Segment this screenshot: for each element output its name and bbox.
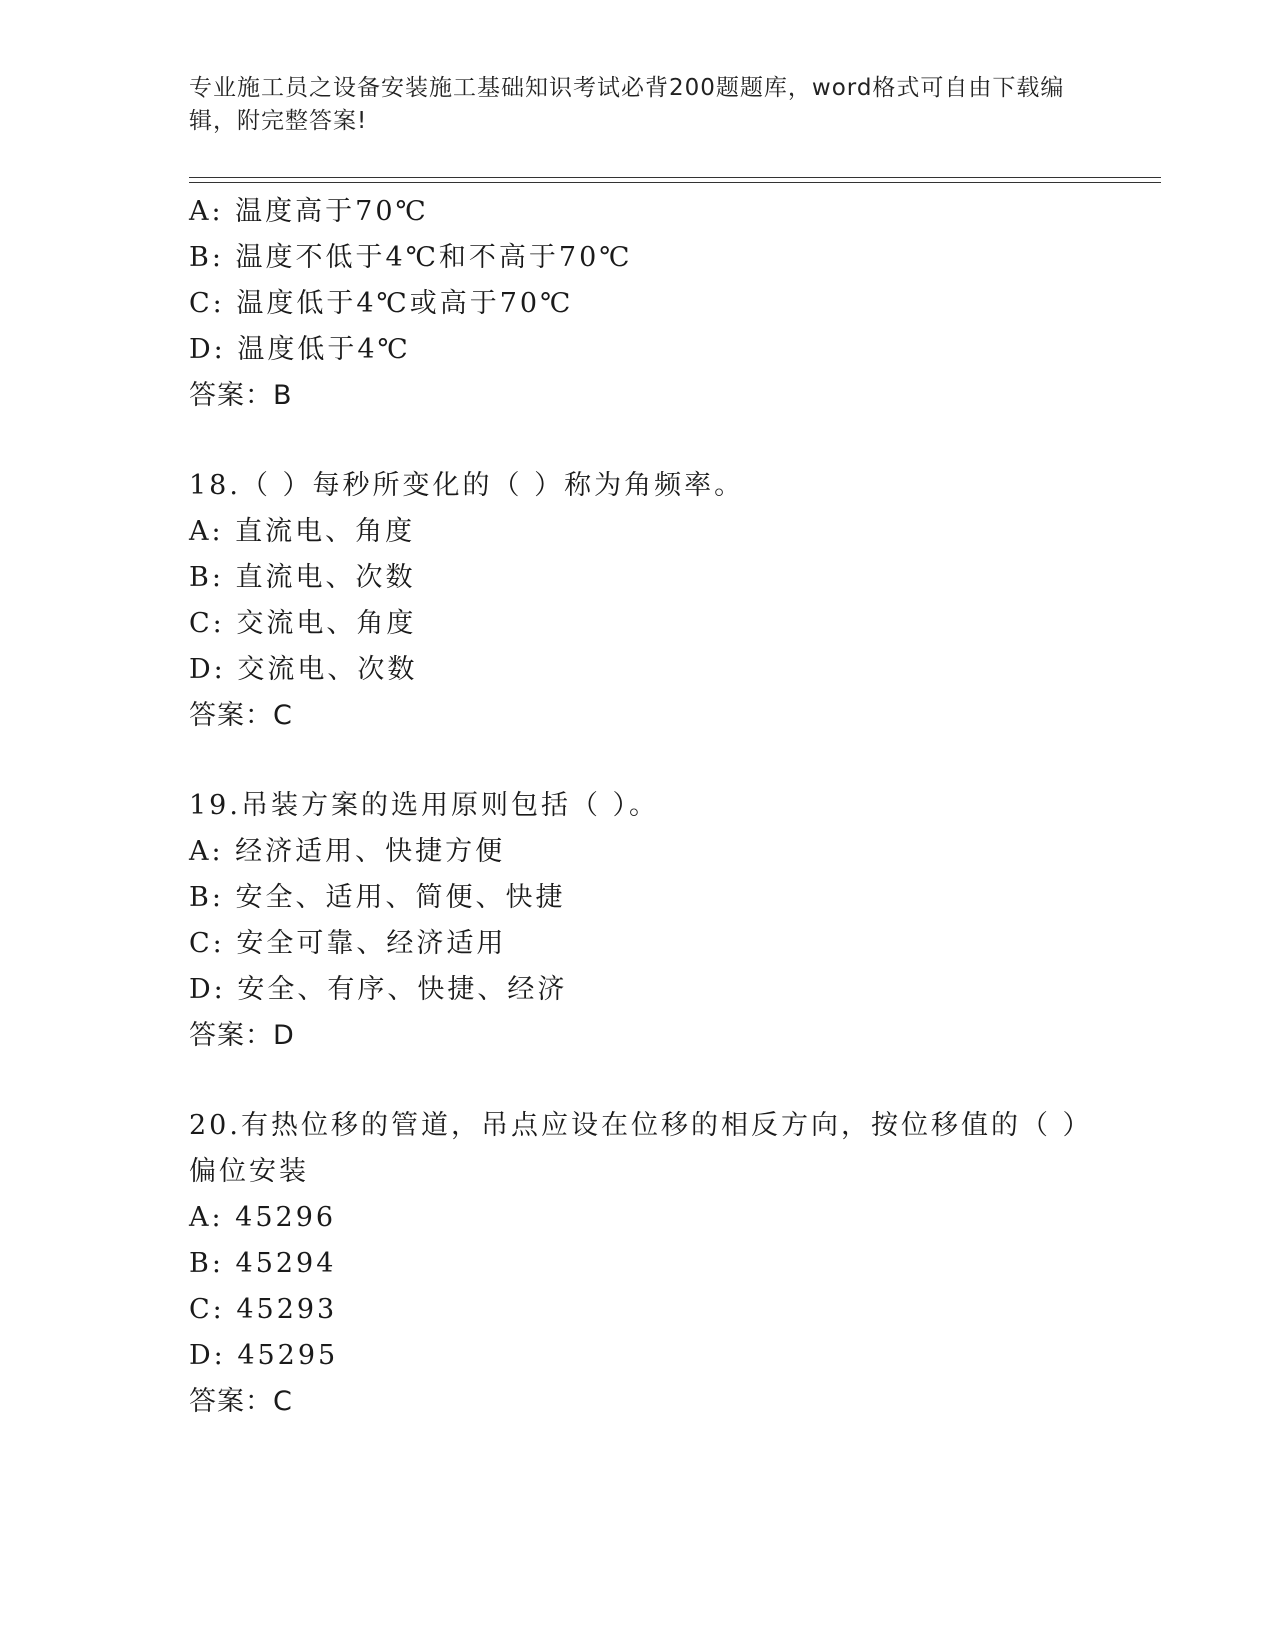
question-text: 20.有热位移的管道，吊点应设在位移的相反方向，按位移值的（ ）偏位安装 [189,1110,1080,1187]
option-d: D: 45295 [189,1340,339,1371]
option-b: B: 安全、适用、简便、快捷 [189,882,566,913]
option-d: D: 交流电、次数 [189,654,418,685]
option-b: B: 直流电、次数 [189,562,416,593]
option-c: C: 安全可靠、经济适用 [189,928,507,959]
question-text: 18.（ ）每秒所变化的（ ）称为角频率。 [189,470,745,501]
question-block-20 [189,1103,1089,1425]
option-d: D: 温度低于4℃ [189,334,411,365]
option-d: D: 安全、有序、快捷、经济 [189,974,568,1005]
option-c: C: 温度低于4℃或高于70℃ [189,288,574,319]
option-a: A: 温度高于70℃ [189,196,429,227]
question-text: 19.吊装方案的选用原则包括（ ）。 [189,790,660,821]
question-block-18 [189,463,1089,739]
header-rule-top [189,177,1161,178]
header-rule-bottom [189,182,1161,183]
question-list [189,189,1089,1425]
answer-line: 答案：D [189,1020,295,1051]
option-a: A: 经济适用、快捷方便 [189,836,506,867]
document-header: 专业施工员之设备安装施工基础知识考试必背200题题库，word格式可自由下载编辑，附完整答案! [189,75,1065,134]
option-b: B: 45294 [189,1248,337,1279]
option-c: C: 交流电、角度 [189,608,417,639]
option-a: A: 45296 [189,1202,337,1233]
option-b: B: 温度不低于4℃和不高于70℃ [189,242,633,273]
question-block-17 [189,189,1089,419]
answer-line: 答案：B [189,380,293,411]
question-block-19 [189,783,1089,1059]
option-c: C: 45293 [189,1294,338,1325]
answer-line: 答案：C [189,1386,293,1417]
answer-line: 答案：C [189,700,293,731]
option-a: A: 直流电、角度 [189,516,416,547]
